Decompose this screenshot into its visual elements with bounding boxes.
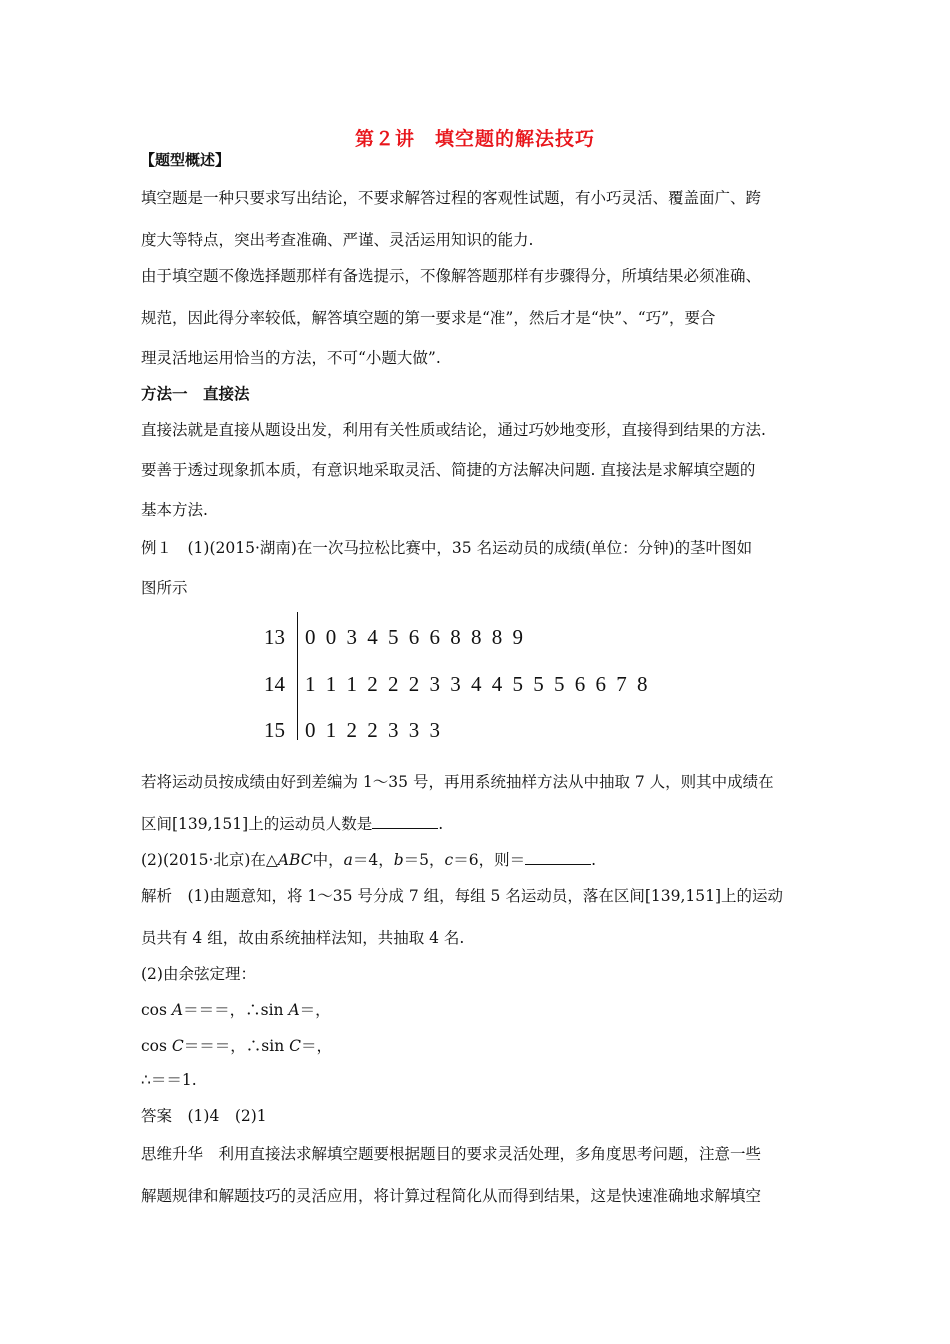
question-text: 区间[139,151]上的运动员人数是 bbox=[141, 815, 373, 833]
q2-text: ＝6，则＝ bbox=[453, 851, 526, 869]
var-C: C bbox=[171, 1037, 184, 1055]
var-A: A bbox=[288, 1001, 300, 1019]
var-C: C bbox=[289, 1037, 301, 1055]
method-desc-line: 直接法就是直接从题设出发，利用有关性质或结论，通过巧妙地变形，直接得到结果的方法. bbox=[141, 421, 766, 439]
question-line: 区间[139,151]上的运动员人数是 . bbox=[141, 815, 444, 833]
method-desc-line: 要善于透过现象抓本质，有意识地采取灵活、简捷的方法解决问题. 直接法是求解填空题的 bbox=[141, 461, 756, 479]
var-a: a bbox=[343, 851, 353, 869]
question-line: 若将运动员按成绩由好到差编为 1～35 号，再用系统抽样方法从中抽取 7 人，则其中成绩在 bbox=[141, 773, 774, 791]
solution-line: 解析 (1)由题意知，将 1～35 号分成 7 组，每组 5 名运动员，落在区间[139,151]上的运动 bbox=[141, 887, 784, 905]
overview-line: 由于填空题不像选择题那样有备选提示，不像解答题那样有步骤得分，所填结果必须准确、 bbox=[141, 267, 762, 285]
section-label: 【题型概述】 bbox=[140, 151, 231, 169]
answer-line: 答案 (1)4 (2)1 bbox=[141, 1107, 267, 1125]
leaf-row: 0 1 2 2 3 3 3 bbox=[305, 718, 441, 742]
var-b: b bbox=[393, 851, 404, 869]
leaf-row: 1 1 1 2 2 2 3 3 4 4 5 5 5 6 6 7 8 bbox=[305, 672, 649, 696]
overview-line: 填空题是一种只要求写出结论，不要求解答过程的客观性试题，有小巧灵活、覆盖面广、跨 bbox=[141, 189, 762, 207]
cos-text: cos bbox=[141, 1001, 172, 1019]
var-c: c bbox=[444, 851, 454, 869]
overview-line: 规范，因此得分率较低，解答填空题的第一要求是“准”，然后才是“快”、“巧”，要合 bbox=[141, 309, 716, 327]
q2-text: ＝5， bbox=[403, 851, 445, 869]
cos-text: ＝＝＝，∴sin bbox=[183, 1037, 290, 1055]
q2-prefix: (2)(2015·北京)在△ bbox=[141, 851, 278, 869]
stem-divider bbox=[297, 612, 298, 740]
cos-text: cos bbox=[141, 1037, 172, 1055]
q2-text: 中， bbox=[312, 851, 344, 869]
answer-blank bbox=[372, 814, 438, 829]
stem-label: 13 bbox=[264, 625, 285, 649]
var-abc: ABC bbox=[277, 851, 313, 869]
var-A: A bbox=[171, 1001, 184, 1019]
page-title: 第２讲 填空题的解法技巧 bbox=[354, 128, 595, 150]
example-line: 图所示 bbox=[141, 579, 188, 597]
leaf-row: 0 0 3 4 5 6 6 8 8 8 9 bbox=[305, 625, 524, 649]
stem-label: 15 bbox=[264, 718, 285, 742]
method-desc-line: 基本方法. bbox=[141, 501, 208, 519]
example-line: 例１ (1)(2015·湖南)在一次马拉松比赛中，35 名运动员的成绩(单位：分钟)的茎叶图如 bbox=[141, 539, 753, 557]
cos-c-line bbox=[141, 1036, 332, 1056]
cos-a-line bbox=[141, 1000, 331, 1020]
solution-line: (2)由余弦定理： bbox=[141, 965, 256, 983]
question2-line: (2)(2015·北京)在△ABC中，a＝4，b＝5，c＝6，则＝ . bbox=[141, 851, 597, 869]
solution-line: 员共有 4 组，故由系统抽样法知，共抽取 4 名. bbox=[141, 929, 465, 947]
cos-text: ＝， bbox=[299, 1001, 331, 1019]
cos-text: ＝， bbox=[300, 1037, 332, 1055]
q2-text: ＝4， bbox=[352, 851, 394, 869]
stem-label: 14 bbox=[264, 672, 285, 696]
answer-blank bbox=[525, 850, 591, 865]
method-heading: 方法一 直接法 bbox=[141, 384, 250, 403]
reflection-line: 思维升华 利用直接法求解填空题要根据题目的要求灵活处理，多角度思考问题，注意一些 bbox=[141, 1145, 762, 1163]
overview-line: 理灵活地运用恰当的方法，不可“小题大做”. bbox=[141, 349, 441, 367]
overview-line: 度大等特点，突出考查准确、严谨、灵活运用知识的能力. bbox=[141, 231, 534, 249]
cos-text: ＝＝＝，∴sin bbox=[183, 1001, 289, 1019]
solution-final: ∴＝＝1. bbox=[141, 1071, 197, 1089]
reflection-line: 解题规律和解题技巧的灵活应用，将计算过程简化从而得到结果，这是快速准确地求解填空 bbox=[141, 1187, 762, 1205]
